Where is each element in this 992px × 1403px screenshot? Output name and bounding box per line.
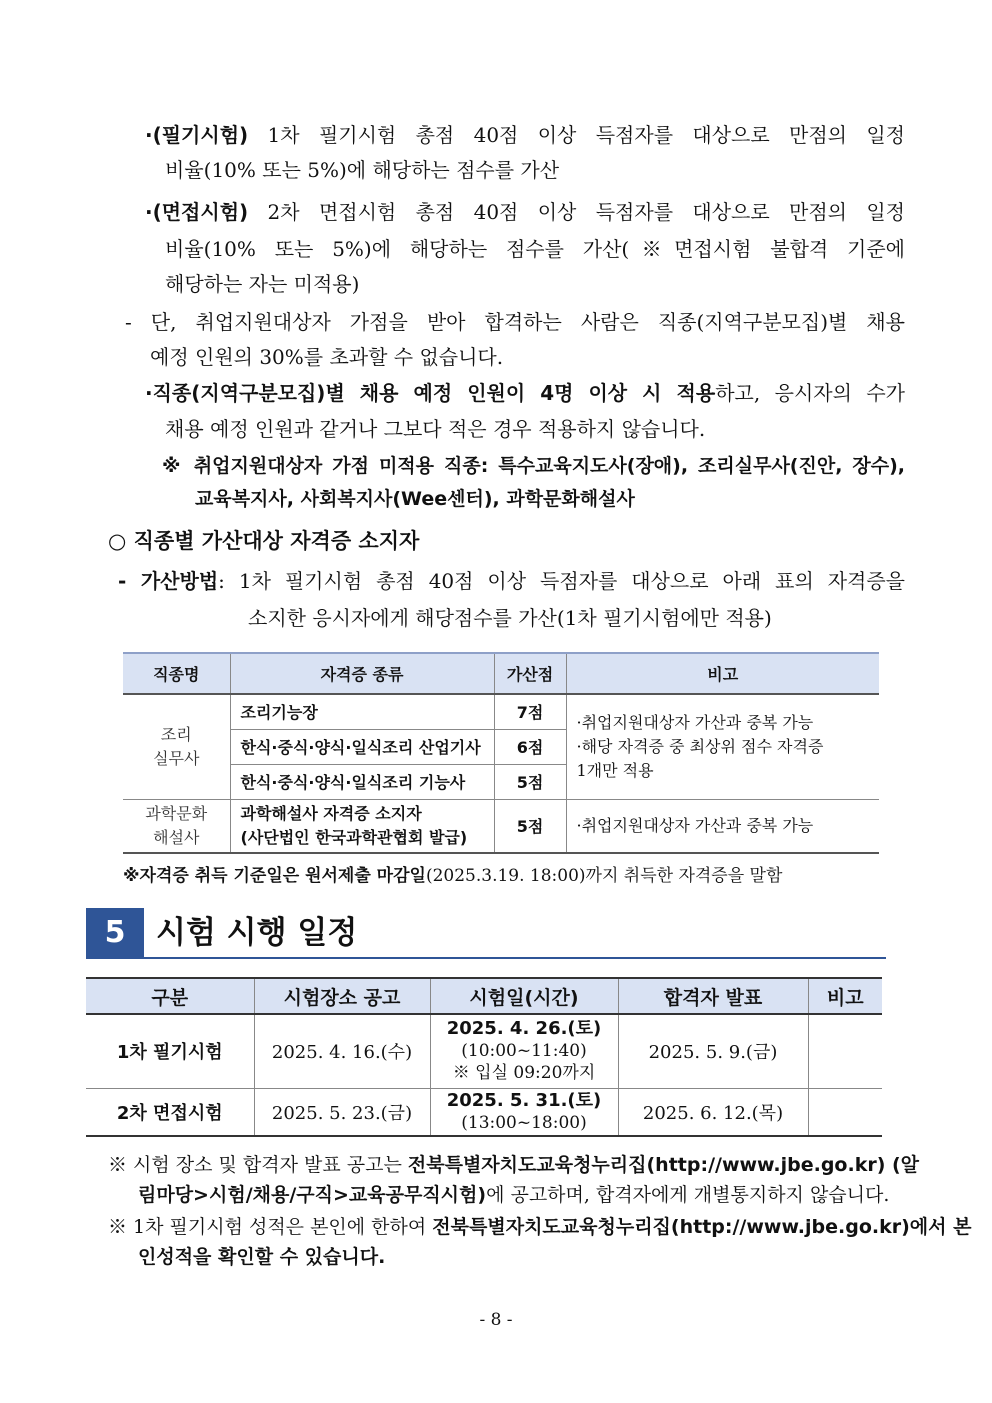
apply-line-2: 채용 예정 인원과 같거나 그보다 적은 경우 적용하지 않습니다. — [165, 417, 706, 441]
table-row: 조리 실무사 조리기능장 7점 ·취업지원대상자 가산과 중복 가능 ·해당 자격증 중 최상위 점수 자격증 1개만 적용 — [123, 694, 879, 729]
job-cook: 조리 실무사 — [123, 694, 230, 799]
note-2-line-1: ※ 1차 필기시험 성적은 본인에 한하여 전북특별자치도교육청누리집(http://www.jbe.go.kr)에서 본 — [108, 1216, 972, 1238]
exclude-line-2: 교육복지사, 사회복지사(Wee센터), 과학문화해설사 — [195, 488, 635, 510]
apply-line-1: ·직종(지역구분모집)별 채용 예정 인원이 4명 이상 시 적용하고, 응시자의 수가 — [145, 381, 905, 405]
certificate-footnote: ※자격증 취득 기준일은 원서제출 마감일(2025.3.19. 18:00)까지 취득한 자격증을 말함 — [123, 866, 783, 886]
interview-exam-line-1: ·(면접시험) 2차 면접시험 총점 40점 이상 득점자를 대상으로 만점의 일정 — [145, 200, 905, 224]
table-row: 과학문화 해설사 과학해설사 자격증 소지자 (사단법인 한국과학관협회 발급) 5점 ·취업지원대상자 가산과 중복 가능 — [123, 799, 879, 853]
schedule-table — [86, 977, 882, 1137]
written-exam-line-1: ·(필기시험) 1차 필기시험 총점 40점 이상 득점자를 대상으로 만점의 일정 — [145, 123, 905, 147]
limit-line-1: - 단, 취업지원대상자 가점을 받아 합격하는 사람은 직종(지역구분모집)별 채용 — [125, 310, 905, 334]
note-1-line-1: ※ 시험 장소 및 합격자 발표 공고는 전북특별자치도교육청누리집(http://www.jbe.go.kr) (알 — [108, 1154, 920, 1176]
bonus-method-line-1: - 가산방법: 1차 필기시험 총점 40점 이상 득점자를 대상으로 아래 표의 자격증을 — [118, 569, 905, 593]
header-cert: 자격증 종류 — [230, 653, 494, 694]
table-row: 2차 면접시험 2025. 5. 23.(금) 2025. 5. 31.(토) (13:00~18:00) 2025. 6. 12.(목) — [86, 1088, 882, 1136]
certificate-table-header — [123, 653, 879, 694]
bonus-heading: ○ 직종별 가산대상 자격증 소지자 — [108, 529, 420, 553]
table-row: 한식·중식·양식·일식조리 산업기사 6점 — [123, 729, 879, 764]
certificate-table — [123, 652, 879, 854]
header-job: 직종명 — [123, 653, 230, 694]
written-exam-line-2: 비율(10% 또는 5%)에 해당하는 점수를 가산 — [165, 158, 560, 182]
interview-exam-line-3: 해당하는 자는 미적용) — [165, 272, 360, 296]
limit-line-2: 예정 인원의 30%를 초과할 수 없습니다. — [150, 345, 504, 369]
section-title: 시험 시행 일정 — [156, 915, 358, 951]
section-number: 5 — [86, 908, 144, 958]
interview-exam-label: ·(면접시험) — [145, 200, 249, 224]
table-row: 한식·중식·양식·일식조리 기능사 5점 — [123, 764, 879, 799]
job-science: 과학문화 해설사 — [123, 799, 230, 853]
page-number: - 8 - — [479, 1310, 513, 1330]
schedule-header: 구분 시험장소 공고 시험일(시간) 합격자 발표 비고 — [86, 978, 882, 1014]
section-divider — [86, 957, 886, 959]
interview-exam-line-2: 비율(10% 또는 5%)에 해당하는 점수를 가산(※면접시험 불합격 기준에 — [165, 237, 905, 261]
table-row: 1차 필기시험 2025. 4. 16.(수) 2025. 4. 26.(토) (10:00~11:40) ※ 입실 09:20까지 2025. 5. 9.(금) — [86, 1014, 882, 1088]
note-1-line-2: 림마당>시험/채용/구직>교육공무직시험)에 공고하며, 합격자에게 개별통지하지 않습니다. — [138, 1184, 890, 1206]
written-exam-label: ·(필기시험) — [145, 123, 249, 147]
header-note: 비고 — [566, 653, 879, 694]
bonus-method-line-2: 소지한 응시자에게 해당점수를 가산(1차 필기시험에만 적용) — [248, 606, 772, 630]
exclude-line-1: ※ 취업지원대상자 가점 미적용 직종: 특수교육지도사(장애), 조리실무사(진안, 장수), — [162, 455, 905, 477]
note-2-line-2: 인성적을 확인할 수 있습니다. — [138, 1246, 386, 1268]
header-points: 가산점 — [494, 653, 566, 694]
cook-note: ·취업지원대상자 가산과 중복 가능 ·해당 자격증 중 최상위 점수 자격증 1개만 적용 — [566, 694, 879, 799]
